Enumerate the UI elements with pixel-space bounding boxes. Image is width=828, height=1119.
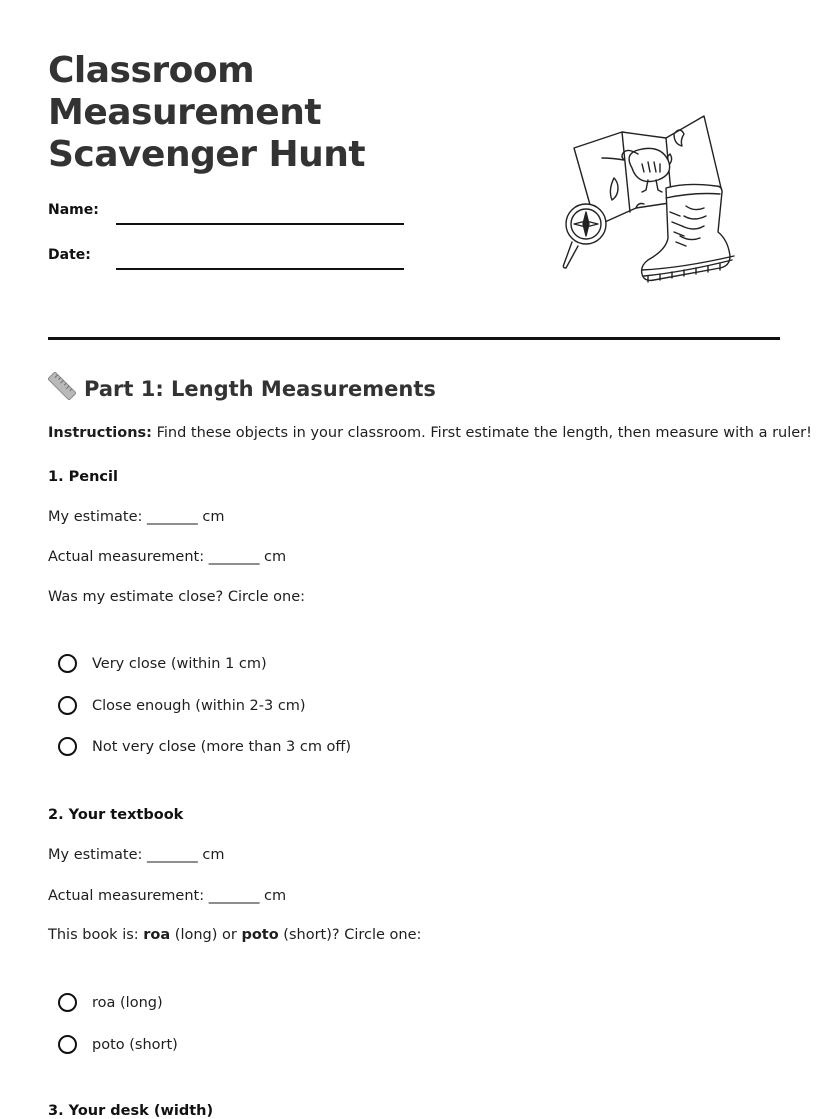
part1-heading — [48, 372, 436, 405]
choice-circle[interactable] — [58, 696, 77, 715]
q1-option-1-label: Very close (within 1 cm) — [92, 655, 267, 672]
q2-title: 2. Your textbook — [48, 807, 184, 823]
q2-actual: Actual measurement: _______ cm — [48, 888, 287, 904]
name-label: Name: — [48, 202, 99, 218]
ruler-icon — [48, 372, 76, 405]
title-line-3: Scavenger Hunt — [48, 134, 366, 175]
choice-circle[interactable] — [58, 737, 77, 756]
choice-circle[interactable] — [58, 654, 77, 673]
map-kiwi-compass-boot-icon — [556, 112, 736, 287]
q1-option-1[interactable] — [58, 654, 267, 673]
q1-title: 1. Pencil — [48, 469, 118, 485]
worksheet-title — [48, 50, 365, 176]
part1-heading-text: Part 1: Length Measurements — [84, 376, 436, 401]
q1-option-2-label: Close enough (within 2-3 cm) — [92, 697, 306, 714]
q2-option-2-label: poto (short) — [92, 1036, 178, 1053]
q1-actual: Actual measurement: _______ cm — [48, 549, 287, 565]
q2-prompt-part: This book is: — [48, 927, 144, 943]
title-line-1: Classroom — [48, 50, 255, 91]
date-label: Date: — [48, 247, 91, 263]
q2-prompt-poto: poto — [241, 927, 279, 943]
instructions-label: Instructions: — [48, 425, 152, 441]
title-line-2: Measurement — [48, 92, 322, 133]
date-field[interactable] — [116, 268, 404, 270]
q2-prompt-roa: roa — [143, 927, 171, 943]
q2-prompt — [48, 927, 421, 943]
q1-option-3-label: Not very close (more than 3 cm off) — [92, 738, 352, 755]
q3-title: 3. Your desk (width) — [48, 1103, 214, 1119]
instructions-text: Find these objects in your classroom. First estimate the length, then measure with a ruler! — [151, 425, 812, 441]
choice-circle[interactable] — [58, 993, 77, 1012]
q2-option-1[interactable] — [58, 993, 163, 1012]
q2-estimate: My estimate: _______ cm — [48, 847, 225, 863]
q2-prompt-part: (long) or — [170, 927, 242, 943]
choice-circle[interactable] — [58, 1035, 77, 1054]
q1-estimate: My estimate: _______ cm — [48, 509, 225, 525]
q1-option-2[interactable] — [58, 696, 306, 715]
instructions — [48, 425, 812, 441]
q1-prompt: Was my estimate close? Circle one: — [48, 589, 306, 605]
q2-option-2[interactable] — [58, 1035, 178, 1054]
divider-rule — [48, 337, 780, 340]
q2-prompt-part: (short)? Circle one: — [278, 927, 422, 943]
q2-option-1-label: roa (long) — [92, 994, 163, 1011]
name-field[interactable] — [116, 223, 404, 225]
q1-option-3[interactable] — [58, 737, 351, 756]
